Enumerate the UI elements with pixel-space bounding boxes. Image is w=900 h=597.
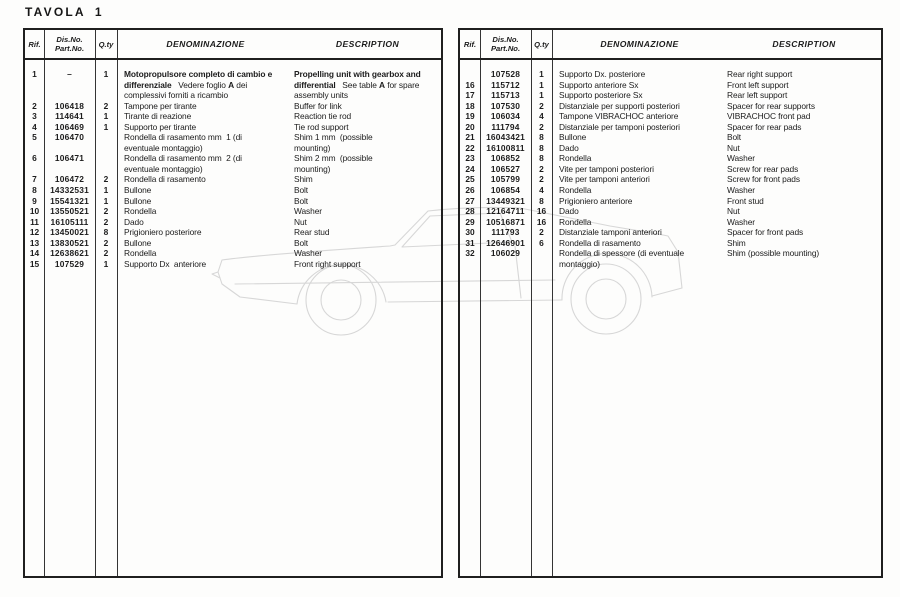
quantity: 2 bbox=[539, 163, 544, 174]
table-row bbox=[460, 153, 881, 164]
table-row bbox=[25, 238, 441, 249]
denominazione-text: complessivi forniti a ricambio bbox=[124, 90, 229, 101]
denominazione-text: Rondella bbox=[124, 248, 157, 259]
row-ref: 3 bbox=[32, 111, 37, 122]
col-header-denominazione: DENOMINAZIONE bbox=[166, 39, 245, 49]
row-ref bbox=[25, 90, 44, 101]
description-text: Spacer for rear pads bbox=[727, 121, 802, 132]
quantity bbox=[95, 80, 117, 91]
description-text: VIBRACHOC front pad bbox=[727, 111, 811, 122]
row-ref: 2 bbox=[32, 100, 37, 111]
description-text: mounting) bbox=[294, 163, 331, 174]
quantity: 2 bbox=[103, 100, 109, 111]
part-number: 16105111 bbox=[50, 216, 89, 227]
part-number: 15541321 bbox=[50, 195, 89, 206]
table-row bbox=[460, 111, 881, 122]
row-ref: 7 bbox=[32, 174, 37, 185]
part-number bbox=[44, 164, 95, 175]
table-row bbox=[25, 122, 441, 133]
description-text: Rear right support bbox=[727, 69, 793, 79]
quantity: 2 bbox=[539, 121, 544, 132]
row-ref: 20 bbox=[465, 121, 475, 132]
description-text: Nut bbox=[294, 216, 307, 227]
part-number: 111793 bbox=[491, 227, 520, 238]
denominazione-text: Rondella bbox=[559, 216, 592, 227]
denominazione-text: Rondella di rasamento bbox=[559, 237, 641, 248]
table-row bbox=[25, 101, 441, 112]
description-text: Washer bbox=[727, 185, 755, 196]
table-row bbox=[25, 90, 441, 101]
denominazione-text: Bullone bbox=[124, 237, 152, 248]
description-text: Shim bbox=[294, 174, 313, 185]
denominazione-text: Tampone VIBRACHOC anteriore bbox=[559, 111, 679, 122]
table-row bbox=[460, 90, 881, 101]
part-number: 106470 bbox=[54, 132, 85, 143]
quantity bbox=[531, 259, 552, 270]
table-row bbox=[25, 143, 441, 154]
part-number: 106029 bbox=[490, 248, 521, 259]
row-ref bbox=[25, 143, 44, 154]
table-row bbox=[25, 80, 441, 91]
description-text: mounting) bbox=[294, 142, 331, 153]
quantity: 2 bbox=[103, 174, 109, 185]
quantity: 4 bbox=[539, 185, 544, 196]
quantity: 2 bbox=[539, 100, 544, 111]
row-ref: 21 bbox=[465, 132, 475, 143]
denominazione-text: Vite per tamponi anteriori bbox=[559, 174, 650, 185]
quantity: 1 bbox=[103, 185, 109, 196]
part-number: 13550521 bbox=[50, 206, 89, 217]
denominazione-text: Bullone bbox=[124, 185, 152, 196]
part-number: 14332531 bbox=[50, 185, 89, 196]
part-number bbox=[44, 143, 95, 154]
description-text: Washer bbox=[294, 248, 322, 259]
table-row bbox=[460, 101, 881, 112]
row-ref: 23 bbox=[465, 153, 475, 164]
denominazione-text: Supporto Dx anteriore bbox=[124, 258, 207, 269]
table-row bbox=[460, 122, 881, 133]
quantity: 8 bbox=[539, 142, 544, 153]
row-ref: 6 bbox=[32, 153, 37, 164]
table-row bbox=[25, 248, 441, 259]
part-number: 12646901 bbox=[486, 237, 525, 248]
table-row bbox=[25, 69, 441, 80]
part-number: 16100811 bbox=[486, 142, 525, 153]
part-number: 115712 bbox=[491, 79, 520, 90]
row-ref: 11 bbox=[30, 216, 39, 227]
description-text: Buffer for link bbox=[294, 100, 342, 111]
row-ref: 32 bbox=[465, 248, 475, 259]
description-text: assembly units bbox=[294, 90, 348, 101]
table-row bbox=[460, 143, 881, 154]
col-header-description: DESCRIPTION bbox=[335, 39, 400, 49]
description-text: Tie rod support bbox=[294, 121, 349, 132]
part-number: 12164711 bbox=[486, 206, 525, 217]
denominazione-text: Rondella di spessore (di eventuale bbox=[559, 248, 685, 259]
description-text: Washer bbox=[294, 206, 322, 217]
description-text: Shim 1 mm (possible bbox=[294, 132, 373, 143]
part-number bbox=[44, 80, 95, 91]
table-body bbox=[25, 60, 441, 576]
table-row bbox=[460, 69, 881, 80]
row-ref: 12 bbox=[29, 227, 40, 238]
description-text: Washer bbox=[727, 216, 755, 227]
part-number: – bbox=[67, 69, 72, 79]
table-row bbox=[460, 227, 881, 238]
row-ref: 26 bbox=[465, 185, 475, 196]
quantity: 2 bbox=[103, 216, 109, 227]
part-number: 106852 bbox=[490, 153, 521, 164]
part-number: 106471 bbox=[54, 153, 85, 164]
row-ref bbox=[460, 259, 480, 270]
description-text: Shim (possible mounting) bbox=[727, 248, 820, 259]
quantity bbox=[95, 153, 117, 164]
table-row bbox=[460, 248, 881, 259]
denominazione-text: Vite per tamponi posteriori bbox=[559, 163, 654, 174]
denominazione-text: Rondella di rasamento bbox=[124, 174, 206, 185]
row-ref: 15 bbox=[29, 258, 40, 269]
quantity: 1 bbox=[103, 258, 109, 269]
description-text: Screw for rear pads bbox=[727, 163, 799, 174]
denominazione-text: Dado bbox=[559, 206, 579, 217]
description-text: Shim bbox=[727, 237, 746, 248]
description-text: Spacer for front pads bbox=[727, 227, 804, 238]
denominazione-text: Prigioniero posteriore bbox=[124, 227, 202, 238]
row-ref: 16 bbox=[465, 79, 475, 90]
table-row bbox=[25, 227, 441, 238]
table-row bbox=[460, 164, 881, 175]
quantity: 2 bbox=[103, 248, 109, 259]
quantity: 1 bbox=[103, 195, 109, 206]
part-number: 105799 bbox=[490, 174, 521, 185]
quantity bbox=[531, 248, 552, 259]
quantity: 1 bbox=[103, 69, 109, 79]
quantity: 2 bbox=[103, 206, 109, 217]
col-header-rif: Rif. bbox=[463, 39, 477, 49]
row-ref: 9 bbox=[32, 195, 37, 206]
description-text: Nut bbox=[727, 142, 740, 153]
row-ref: 18 bbox=[465, 100, 475, 111]
denominazione-text: Distanziale per supporti posteriori bbox=[559, 100, 680, 111]
denominazione-text: Motopropulsore completo di cambio e bbox=[124, 69, 273, 79]
quantity: 1 bbox=[539, 90, 544, 101]
row-ref: 30 bbox=[465, 227, 475, 238]
row-ref: 27 bbox=[465, 195, 475, 206]
row-ref: 1 bbox=[32, 69, 37, 79]
table-row bbox=[25, 111, 441, 122]
part-number: 13449321 bbox=[486, 195, 525, 206]
description-text: Nut bbox=[727, 206, 740, 217]
part-number: 106034 bbox=[490, 111, 521, 122]
denominazione-text: Distanziale tamponi anteriori bbox=[559, 227, 662, 238]
denominazione-text: Rondella di rasamento mm 1 (di bbox=[124, 132, 242, 143]
part-number: 107529 bbox=[54, 258, 85, 269]
description-text bbox=[720, 259, 881, 270]
description-text: Shim 2 mm (possible bbox=[294, 153, 373, 164]
description-text: Propelling unit with gearbox and bbox=[294, 69, 421, 79]
part-number: 106472 bbox=[54, 174, 85, 185]
quantity: 4 bbox=[539, 111, 544, 122]
quantity: 16 bbox=[536, 206, 547, 217]
denominazione-text: Distanziale per tamponi posteriori bbox=[559, 121, 680, 132]
table-row bbox=[460, 174, 881, 185]
quantity: 2 bbox=[539, 227, 544, 238]
quantity: 1 bbox=[103, 111, 109, 122]
row-ref: 5 bbox=[32, 132, 37, 143]
description-text: Washer bbox=[727, 153, 755, 164]
row-ref: 29 bbox=[465, 216, 475, 227]
description-text: Spacer for rear supports bbox=[727, 100, 815, 111]
row-ref: 10 bbox=[29, 206, 40, 217]
row-ref: 24 bbox=[465, 163, 475, 174]
quantity: 8 bbox=[539, 132, 544, 143]
table-row bbox=[460, 206, 881, 217]
part-number: 115713 bbox=[491, 90, 520, 101]
table-row bbox=[25, 153, 441, 164]
table-row bbox=[460, 185, 881, 196]
table-row bbox=[25, 185, 441, 196]
col-header-qty: Q.ty bbox=[534, 39, 549, 49]
quantity: 2 bbox=[103, 237, 109, 248]
row-ref bbox=[460, 69, 480, 80]
table-row bbox=[25, 174, 441, 185]
description-text: Bolt bbox=[727, 132, 742, 143]
table-row bbox=[460, 80, 881, 91]
col-header-part: Dis.No. Part.No. bbox=[54, 34, 85, 53]
table-row bbox=[460, 132, 881, 143]
part-number: 106854 bbox=[490, 185, 521, 196]
denominazione-text: Bullone bbox=[559, 132, 587, 143]
part-number: 13830521 bbox=[50, 237, 89, 248]
part-number: 114641 bbox=[55, 111, 84, 122]
description-text: Rear stud bbox=[294, 227, 330, 238]
row-ref bbox=[25, 164, 44, 175]
denominazione-text: Dado bbox=[559, 142, 579, 153]
denominazione-text: Rondella bbox=[559, 185, 592, 196]
denominazione-text: Prigioniero anteriore bbox=[559, 195, 633, 206]
part-number: 107530 bbox=[490, 100, 521, 111]
row-ref: 17 bbox=[465, 90, 475, 101]
description-text: Bolt bbox=[294, 237, 309, 248]
row-ref: 8 bbox=[32, 185, 37, 196]
quantity bbox=[95, 90, 117, 101]
quantity: 8 bbox=[539, 195, 544, 206]
part-number: 13450021 bbox=[50, 227, 89, 238]
row-ref: 14 bbox=[29, 248, 40, 259]
description-text: Front stud bbox=[727, 195, 764, 206]
row-ref: 25 bbox=[465, 174, 475, 185]
part-number bbox=[44, 90, 95, 101]
denominazione-text: Bullone bbox=[124, 195, 152, 206]
denominazione-text: differenziale Vedere foglio A dei bbox=[124, 79, 248, 90]
description-text: differential See table A for spare bbox=[294, 79, 420, 90]
col-header-part: Dis.No. Part.No. bbox=[490, 34, 521, 53]
table-header bbox=[460, 30, 881, 60]
table-row bbox=[460, 196, 881, 207]
denominazione-text: Tirante di reazione bbox=[124, 111, 192, 122]
row-ref: 31 bbox=[465, 237, 475, 248]
table-row bbox=[25, 132, 441, 143]
table-header bbox=[25, 30, 441, 60]
row-ref: 28 bbox=[465, 206, 475, 217]
col-header-rif: Rif. bbox=[28, 39, 41, 49]
denominazione-text: Tampone per tirante bbox=[124, 100, 197, 111]
denominazione-text: eventuale montaggio) bbox=[124, 163, 203, 174]
quantity: 8 bbox=[539, 153, 544, 164]
row-ref bbox=[25, 80, 44, 91]
quantity: 1 bbox=[103, 121, 109, 132]
quantity bbox=[95, 143, 117, 154]
part-number: 16043421 bbox=[486, 132, 525, 143]
part-number: 10516871 bbox=[486, 216, 525, 227]
table-row bbox=[25, 164, 441, 175]
table-row bbox=[460, 217, 881, 228]
row-ref: 13 bbox=[29, 237, 40, 248]
quantity: 6 bbox=[539, 237, 544, 248]
denominazione-text: Supporto Dx. posteriore bbox=[559, 69, 646, 79]
quantity bbox=[95, 164, 117, 175]
table-row bbox=[25, 206, 441, 217]
description-text: Reaction tie rod bbox=[294, 111, 352, 122]
part-number: 107528 bbox=[490, 69, 521, 79]
quantity: 8 bbox=[103, 227, 109, 238]
quantity: 16 bbox=[536, 216, 547, 227]
denominazione-text: Supporto anteriore Sx bbox=[559, 79, 639, 90]
table-row bbox=[25, 196, 441, 207]
col-header-denominazione: DENOMINAZIONE bbox=[600, 39, 679, 49]
denominazione-text: Supporto per tirante bbox=[124, 121, 197, 132]
denominazione-text: Dado bbox=[124, 216, 144, 227]
table-row bbox=[25, 217, 441, 228]
row-ref: 19 bbox=[465, 111, 475, 122]
col-header-qty: Q.ty bbox=[98, 39, 114, 49]
description-text: Screw for front pads bbox=[727, 174, 800, 185]
part-number: 12638621 bbox=[50, 248, 89, 259]
part-number: 106418 bbox=[54, 100, 85, 111]
part-number: 106527 bbox=[490, 163, 521, 174]
quantity bbox=[95, 132, 117, 143]
denominazione-text: Rondella bbox=[124, 206, 157, 217]
denominazione-text: Supporto posteriore Sx bbox=[559, 90, 643, 101]
quantity: 1 bbox=[539, 79, 544, 90]
description-text: Front left support bbox=[727, 79, 789, 90]
row-ref: 4 bbox=[32, 121, 37, 132]
table-row bbox=[460, 238, 881, 249]
part-number: 106469 bbox=[54, 121, 85, 132]
denominazione-text: eventuale montaggio) bbox=[124, 142, 203, 153]
row-ref: 22 bbox=[465, 142, 475, 153]
quantity: 1 bbox=[539, 69, 544, 79]
col-header-description: DESCRIPTION bbox=[772, 39, 836, 49]
description-text: Bolt bbox=[294, 195, 309, 206]
description-text: Rear left support bbox=[727, 90, 788, 101]
quantity: 2 bbox=[539, 174, 544, 185]
part-number bbox=[480, 259, 531, 270]
table-body bbox=[460, 60, 881, 576]
denominazione-text: Rondella bbox=[559, 153, 592, 164]
page-title: TAVOLA 1 bbox=[25, 5, 104, 19]
denominazione-text: montaggio) bbox=[559, 258, 600, 269]
parts-table-left bbox=[23, 28, 443, 578]
table-row bbox=[460, 259, 881, 270]
description-text: Front right support bbox=[294, 258, 361, 269]
denominazione-text: Rondella di rasamento mm 2 (di bbox=[124, 153, 242, 164]
description-text: Bolt bbox=[294, 185, 309, 196]
part-number: 111794 bbox=[491, 121, 520, 132]
parts-table-right bbox=[458, 28, 883, 578]
table-row bbox=[25, 259, 441, 270]
